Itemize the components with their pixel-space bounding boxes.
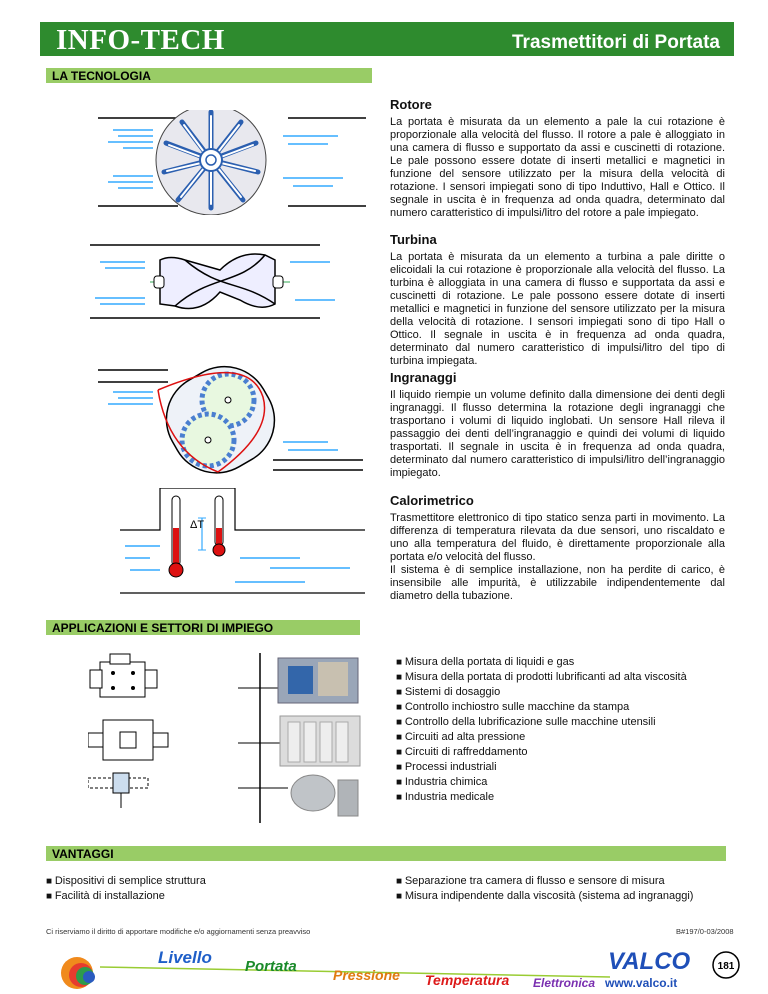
advantages-right <box>396 874 693 904</box>
brand-title: INFO-TECH <box>56 24 225 56</box>
footer-product-livello: Livello <box>158 948 212 967</box>
footer-product-temperatura: Temperatura <box>425 972 510 988</box>
list-item: ■ Circuiti ad alta pressione <box>396 730 687 745</box>
tech-block-turbina <box>390 232 725 368</box>
gear-diagram <box>98 362 368 477</box>
footer-product-portata: Portata <box>245 958 297 975</box>
list-item: ■ Sistemi di dosaggio <box>396 685 687 700</box>
advantages-left <box>46 874 206 904</box>
tech-title: Ingranaggi <box>390 370 457 385</box>
tech-title: Calorimetrico <box>390 493 474 508</box>
rotor-diagram <box>98 110 368 215</box>
list-item: ■ Misura della portata di prodotti lubrificanti ad alta viscosità <box>396 670 687 685</box>
tech-title: Rotore <box>390 97 432 112</box>
tech-title: Turbina <box>390 232 437 247</box>
delta-t-label: ΔT <box>190 519 205 531</box>
list-item: ■ Misura indipendente dalla viscosità (sistema ad ingranaggi) <box>396 889 693 904</box>
section-vantaggi: VANTAGGI <box>46 846 726 861</box>
turbine-diagram <box>90 240 370 340</box>
applications-list <box>396 655 687 805</box>
tech-block-rotore <box>390 97 725 220</box>
list-item: ■ Controllo della lubrificazione sulle macchine utensili <box>396 715 687 730</box>
section-applicazioni: APPLICAZIONI E SETTORI DI IMPIEGO <box>46 620 360 635</box>
tech-text-2: Il sistema è di semplice installazione, non ha perdite di carico, è insensibile alle impurità, è utilizzabile indipendentemente dal diametro della tubazione. <box>390 564 725 602</box>
tech-text: La portata è misurata da un elemento a turbina a pale diritte o elicoidali la cui rotazione è proporzionale alla velocità del flusso. La turbina è alloggiata in una camera di flusso e supportata da assi e cuscinetti di rotazione. Le pale possono essere dotate di inserti metallici e magnetici in funzione del sensore utilizzato per la misura della velocità di rotazione. I sensori impiegati sono di tipo Hall o Ottico. Il segnale in uscita è in frequenza ad onda quadra, determinato dal numero caratteristico di impulsi/litro del tipo di turbina impiegata. <box>390 251 725 367</box>
footer-product-elettronica: Elettronica <box>533 976 596 990</box>
footer-swirl-logo <box>61 957 95 989</box>
list-item: ■ Dispositivi di semplice struttura <box>46 874 206 889</box>
footer-banner <box>40 945 740 991</box>
footer-product-pressione: Pressione <box>333 967 400 983</box>
website: www.valco.it <box>605 976 678 990</box>
valco-logo: VALCO <box>608 948 691 975</box>
list-item: ■ Separazione tra camera di flusso e sensore di misura <box>396 874 693 889</box>
tech-block-calorimetrico <box>390 493 725 603</box>
disclaimer: Ci riserviamo il diritto di apportare modifiche e/o aggiornamenti senza preavviso <box>46 927 311 936</box>
page-header <box>40 22 734 56</box>
document-code: B#197/0-03/2008 <box>676 927 734 936</box>
list-item: ■ Industria medicale <box>396 790 687 805</box>
list-item: ■ Facilità di installazione <box>46 889 206 904</box>
list-item: ■ Misura della portata di liquidi e gas <box>396 655 687 670</box>
list-item: ■ Controllo inchiostro sulle macchine da stampa <box>396 700 687 715</box>
section-tecnologia: LA TECNOLOGIA <box>46 68 372 83</box>
page-number: 181 <box>717 961 735 972</box>
calorimetric-diagram <box>120 488 365 603</box>
list-item: ■ Circuiti di raffreddamento <box>396 745 687 760</box>
tech-text: La portata è misurata da un elemento a pale la cui rotazione è proporzionale alla velocità del flusso. Il rotore a pale è alloggiato in una camera di flusso e supportato da assi e cuscinetti di rotazione. Le pale possono essere dotate di inserti metallici e magnetici in funzione del sensore utilizzato per la misura della velocità di rotazione. I sensori impiegati sono di tipo Induttivo, Hall e Ottico. Il segnale in uscita è in frequenza ad onda quadra, determinato dal numero caratteristico di impulsi/litro del rotore a pale impiegato. <box>390 116 725 219</box>
applications-illustration <box>88 648 373 828</box>
tech-block-ingranaggi <box>390 370 725 480</box>
tech-text: Trasmettitore elettronico di tipo statico senza parti in movimento. La differenza di temperatura rilevata da due sensori, uno riscaldato e uno alla temperatura del fluido, è direttamente proporzionale alla portata e/o velocità del flusso. <box>390 512 725 563</box>
tech-text: Il liquido riempie un volume definito dalla dimensione dei denti degli ingranaggi. Il flusso determina la rotazione degli ingranaggi che trasportano i volumi di liquido inglobati. Un sensore Hall rileva il passaggio dei denti dell’ingranaggio e quindi dei volumi di liquido trasportati. Il segnale in uscita è in frequenza ad onda quadra, determinato dal numero caratteristico di impulsi/litro dell’ingranaggio impiegato. <box>390 389 725 479</box>
page-subject: Trasmettitori di Portata <box>512 32 720 53</box>
list-item: ■ Processi industriali <box>396 760 687 775</box>
list-item: ■ Industria chimica <box>396 775 687 790</box>
